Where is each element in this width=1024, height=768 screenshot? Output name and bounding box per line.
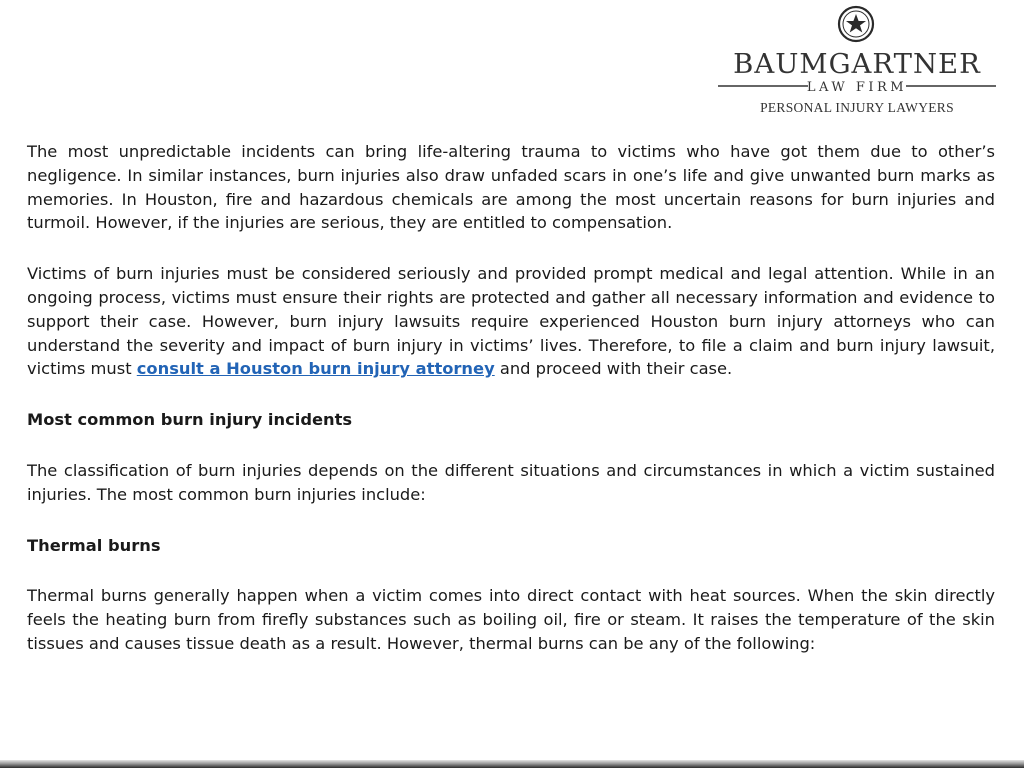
thermal-burns-paragraph: Thermal burns generally happen when a victim comes into direct contact with heat sources. When the skin directly feels the heating burn from firefly substances such as boiling oil, fire or steam. It raises the temperature of the skin tissues and causes tissue death as a result. However, thermal burns can be any of the following:	[27, 586, 995, 653]
logo-graphic	[712, 2, 1002, 122]
classification-paragraph: The classification of burn injuries depends on the different situations and circumstances in which a victim sustained injuries. The most common burn injuries include:	[27, 460, 995, 504]
baumgartner-logo	[712, 2, 1002, 122]
article-body	[27, 140, 995, 683]
logo-tagline: PERSONAL INJURY LAWYERS	[760, 100, 954, 115]
bottom-border	[0, 760, 1024, 768]
star-emblem-icon	[839, 7, 873, 41]
logo-sub: LAW FIRM	[806, 80, 908, 95]
logo-name: BAUMGARTNER	[733, 48, 981, 80]
victims-text-after: and proceed with their case.	[494, 359, 733, 379]
common-incidents-heading: Most common burn injury incidents	[27, 410, 353, 430]
thermal-burns-heading: Thermal burns	[27, 535, 161, 555]
intro-paragraph: The most unpredictable incidents can bring life-altering trauma to victims who have got them due to other’s negligence. In similar instances, burn injuries also draw unfaded scars in one’s life and give unwanted burn marks as memories. In Houston, fire and hazardous chemicals are among the most uncertain reasons for burn injuries and turmoil. However, if the injuries are serious, they are entitled to compensation.	[27, 142, 995, 233]
consult-attorney-link[interactable]: consult a Houston burn injury attorney	[136, 359, 495, 379]
victims-paragraph	[27, 262, 995, 381]
victims-text-before: Victims of burn injuries must be considered seriously and provided prompt medical and legal attention. While in an ongoing process, victims must ensure their rights are protected and gather all necessary information and evidence to support their case. However, burn injury lawsuits require experienced Houston burn injury attorneys who can understand the severity and impact of burn injury in victims’ lives. Therefore, to file a claim and burn injury lawsuit, victims must	[27, 264, 995, 379]
